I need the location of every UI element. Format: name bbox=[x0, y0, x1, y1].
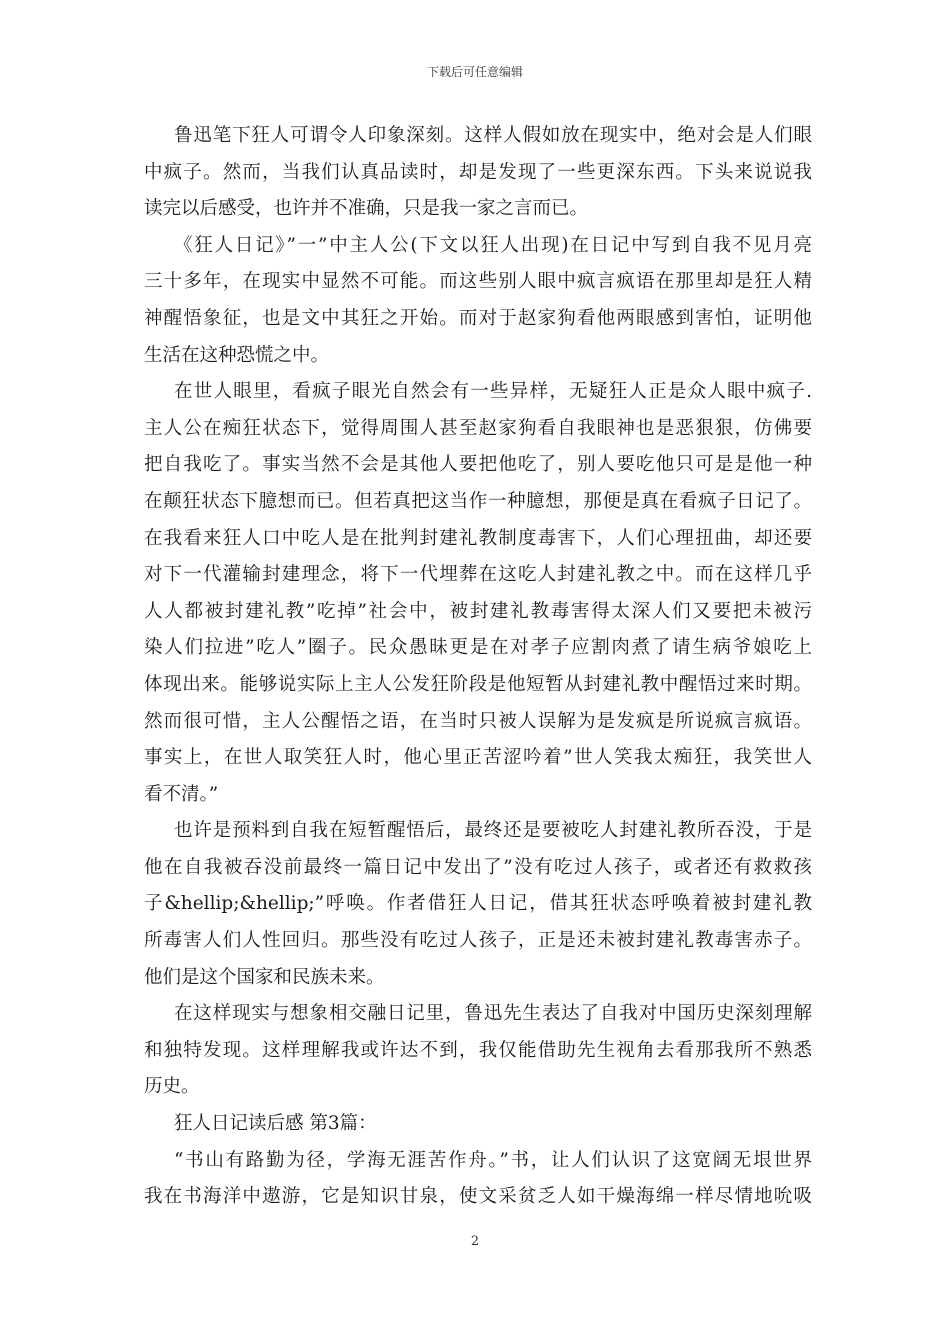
text-line: 看不清。” bbox=[144, 783, 219, 805]
text-line: 中疯子。然而，当我们认真品读时，却是发现了一些更深东西。下头来说说我 bbox=[144, 161, 812, 183]
text-line: 对下一代灌输封建理念，将下一代埋葬在这吃人封建礼教之中。而在这样几乎 bbox=[144, 564, 812, 586]
text-line: 人人都被封建礼教”吃掉”社会中，被封建礼教毒害得太深人们又要把未被污 bbox=[144, 600, 812, 622]
text-line: 然而很可惜，主人公醒悟之语，在当时只被人误解为是发疯是所说疯言疯语。 bbox=[144, 710, 812, 732]
text-line: 神醒悟象征，也是文中其狂之开始。而对于赵家狗看他两眼感到害怕，证明他 bbox=[144, 307, 812, 329]
text-line: 历史。 bbox=[144, 1076, 200, 1098]
text-line: 染人们拉进”吃人”圈子。民众愚昧更是在对孝子应割肉煮了请生病爷娘吃上 bbox=[144, 637, 812, 659]
text-line: 三十多年，在现实中显然不可能。而这些别人眼中疯言疯语在那里却是狂人精 bbox=[144, 271, 812, 293]
text-line: 也许是预料到自我在短暂醒悟后，最终还是要被吃人封建礼教所吞没，于是 bbox=[174, 820, 812, 842]
text-line: 事实上，在世人取笑狂人时，他心里正苦涩吟着”世人笑我太痴狂，我笑世人 bbox=[144, 747, 812, 769]
text-line: 生活在这种恐慌之中。 bbox=[144, 344, 330, 366]
text-line: 他在自我被吞没前最终一篇日记中发出了”没有吃过人孩子，或者还有救救孩 bbox=[144, 856, 812, 878]
text-line: 读完以后感受，也许并不准确，只是我一家之言而已。 bbox=[144, 198, 589, 220]
text-line: 体现出来。能够说实际上主人公发狂阶段是他短暂从封建礼教中醒悟过来时期。 bbox=[144, 673, 812, 695]
text-line: 在这样现实与想象相交融日记里，鲁迅先生表达了自我对中国历史深刻理解 bbox=[174, 1003, 812, 1025]
text-line: 鲁迅笔下狂人可谓令人印象深刻。这样人假如放在现实中，绝对会是人们眼 bbox=[174, 125, 812, 146]
text-line: 《狂人日记》”一”中主人公(下文以狂人出现)在日记中写到自我不见月亮 bbox=[174, 234, 812, 256]
text-line: 子&hellip;&hellip;”呼唤。作者借狂人日记，借其狂状态呼唤着被封建礼教 bbox=[144, 893, 812, 915]
text-line: 把自我吃了。事实当然不会是其他人要把他吃了，别人要吃他只可是是他一种 bbox=[144, 454, 812, 476]
text-line: 和独特发现。这样理解我或许达不到，我仅能借助先生视角去看那我所不熟悉 bbox=[144, 1039, 812, 1061]
text-line: 在我看来狂人口中吃人是在批判封建礼教制度毒害下，人们心理扭曲，却还要 bbox=[144, 527, 812, 549]
section-heading: 狂人日记读后感 第3篇： bbox=[174, 1113, 377, 1135]
text-line: “书山有路勤为径，学海无涯苦作舟。”书，让人们认识了这宽阔无垠世界 bbox=[174, 1149, 812, 1171]
text-line: 我在书海洋中遨游，它是知识甘泉，使文采贫乏人如干燥海绵一样尽情地吮吸 bbox=[144, 1186, 812, 1208]
text-line: 他们是这个国家和民族未来。 bbox=[144, 966, 385, 988]
page-number: 2 bbox=[470, 1234, 480, 1249]
text-line: 主人公在痴狂状态下，觉得周围人甚至赵家狗看自我眼神也是恶狠狠，仿佛要 bbox=[144, 417, 812, 439]
document-body bbox=[144, 118, 812, 1216]
text-line: 在颠狂状态下臆想而已。但若真把这当作一种臆想，那便是真在看疯子日记了。 bbox=[144, 490, 812, 512]
text-line: 所毒害人们人性回归。那些没有吃过人孩子，正是还未被封建礼教毒害赤子。 bbox=[144, 930, 812, 952]
text-line: 在世人眼里，看疯子眼光自然会有一些异样，无疑狂人正是众人眼中疯子. bbox=[174, 381, 812, 403]
page-header: 下载后可任意编辑 bbox=[426, 65, 523, 79]
